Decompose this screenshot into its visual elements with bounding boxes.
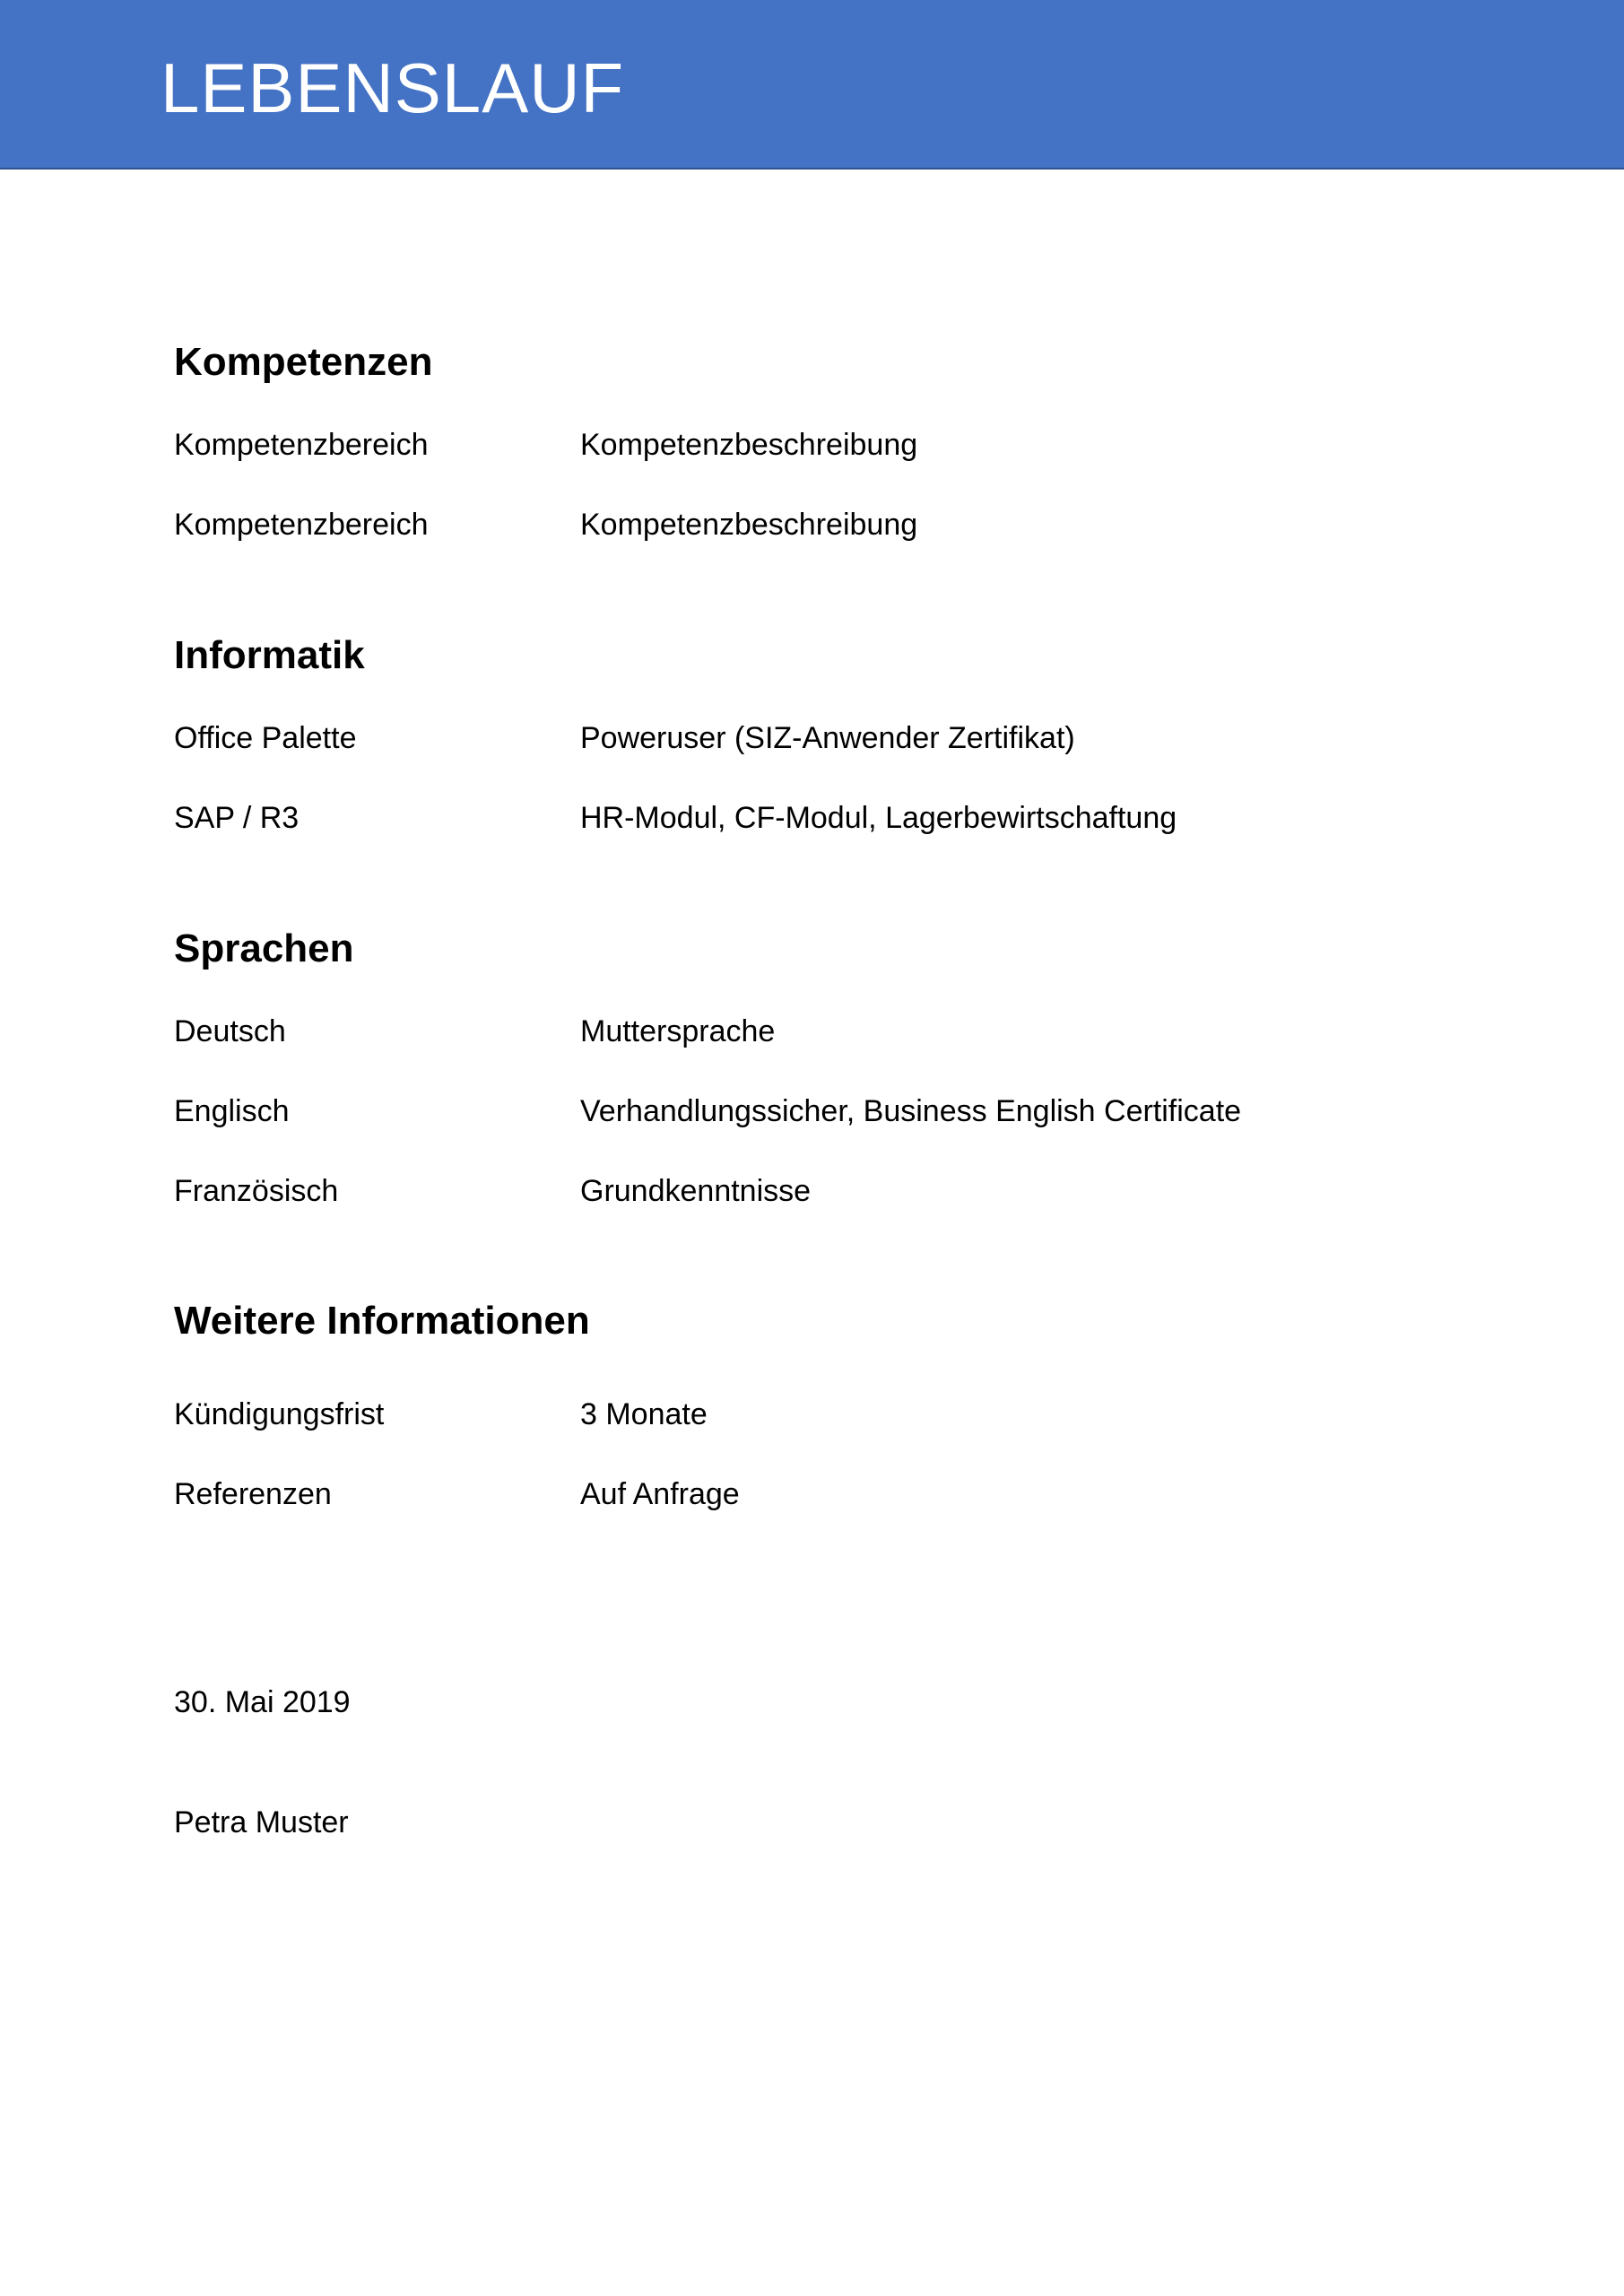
table-row — [174, 1476, 1474, 1556]
section-rows — [174, 1013, 1474, 1253]
header-band — [0, 0, 1624, 170]
closing-name: Petra Muster — [174, 1805, 349, 1839]
row-label: Kompetenzbereich — [174, 428, 429, 462]
page-title: LEBENSLAUF — [161, 48, 625, 127]
row-value: Auf Anfrage — [580, 1477, 740, 1511]
row-label: Englisch — [174, 1094, 290, 1128]
row-value: Poweruser (SIZ-Anwender Zertifikat) — [580, 721, 1075, 755]
section-sprachen — [174, 926, 1474, 1253]
row-value: Kompetenzbeschreibung — [580, 508, 918, 542]
row-label: Referenzen — [174, 1477, 332, 1511]
section-heading: Weitere Informationen — [174, 1299, 590, 1343]
row-label: Deutsch — [174, 1014, 286, 1048]
row-value: 3 Monate — [580, 1397, 708, 1431]
table-row — [174, 427, 1474, 507]
section-informatik — [174, 632, 1474, 880]
table-row — [174, 1173, 1474, 1253]
table-row — [174, 507, 1474, 587]
section-weitere-informationen — [174, 1298, 1474, 1556]
row-label: SAP / R3 — [174, 801, 300, 835]
row-value: Grundkenntnisse — [580, 1174, 812, 1208]
section-rows — [174, 1396, 1474, 1556]
section-kompetenzen — [174, 339, 1474, 587]
row-label: Kündigungsfrist — [174, 1397, 385, 1431]
table-row — [174, 800, 1474, 880]
table-row — [174, 1093, 1474, 1173]
row-label: Kompetenzbereich — [174, 508, 429, 542]
row-value: HR-Modul, CF-Modul, Lagerbewirtschaftung — [580, 801, 1177, 835]
table-row — [174, 720, 1474, 800]
section-heading: Informatik — [174, 633, 365, 677]
table-row — [174, 1396, 1474, 1476]
section-heading: Sprachen — [174, 926, 354, 970]
row-value: Verhandlungssicher, Business English Certificate — [580, 1094, 1242, 1128]
table-row — [174, 1013, 1474, 1093]
section-rows — [174, 427, 1474, 587]
row-value: Kompetenzbeschreibung — [580, 428, 918, 462]
row-label: Office Palette — [174, 721, 357, 755]
section-rows — [174, 720, 1474, 880]
row-value: Muttersprache — [580, 1014, 776, 1048]
section-heading: Kompetenzen — [174, 340, 433, 384]
closing-date: 30. Mai 2019 — [174, 1685, 351, 1719]
row-label: Französisch — [174, 1174, 339, 1208]
